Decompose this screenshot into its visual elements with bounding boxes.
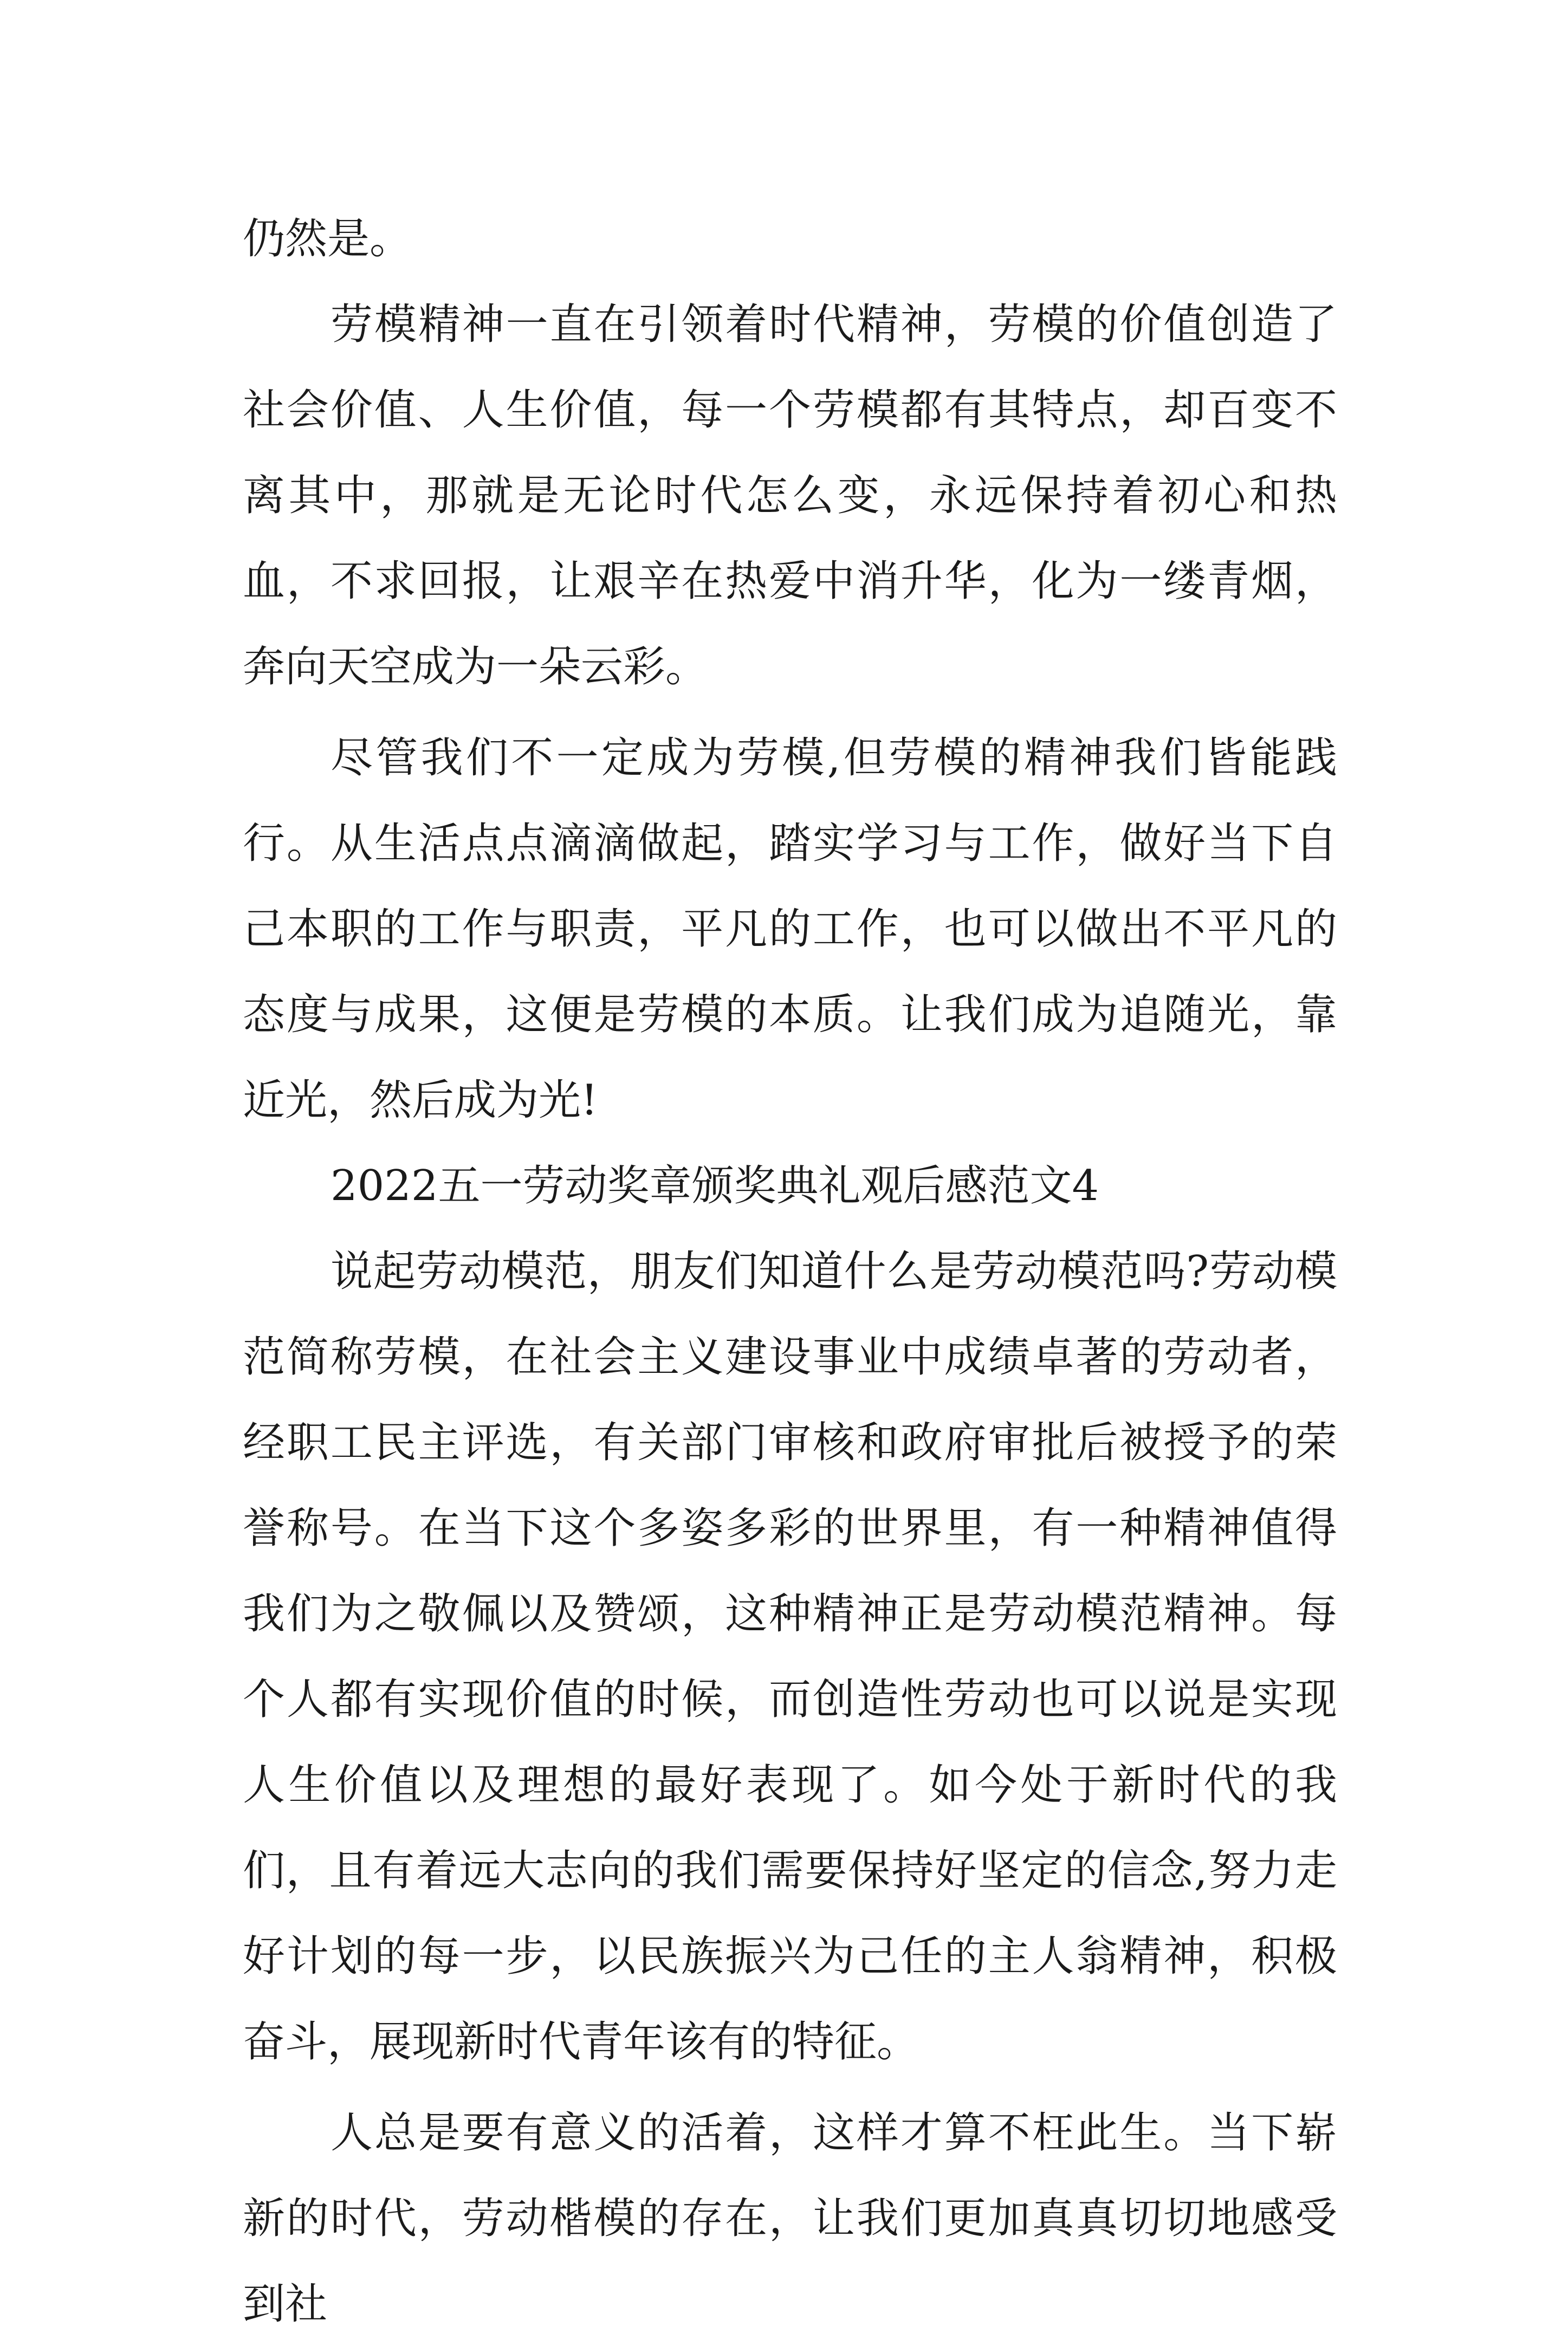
document-body bbox=[243, 196, 1337, 2347]
paragraph-practice-spirit: 尽管我们不一定成为劳模,但劳模的精神我们皆能践行。从生活点点滴滴做起，踏实学习与工作，做好当下自己本职的工作与职责，平凡的工作，也可以做出不平凡的态度与成果，这便是劳模的本质。让我们成为追随光，靠近光，然后成为光! bbox=[243, 734, 1337, 1125]
paragraph-labor-model-definition: 说起劳动模范，朋友们知道什么是劳动模范吗?劳动模范简称劳模，在社会主义建设事业中成绩卓著的劳动者，经职工民主评选，有关部门审核和政府审批后被授予的荣誉称号。在当下这个多姿多彩的世界里，有一种精神值得我们为之敬佩以及赞颂，这种精神正是劳动模范精神。每个人都有实现价值的时候，而创造性劳动也可以说是实现人生价值以及理想的最好表现了。如今处于新时代的我们，且有着远大志向的我们需要保持好坚定的信念,努力走好计划的每一步，以民族振兴为己任的主人翁精神，积极奋斗，展现新时代青年该有的特征。 bbox=[243, 1247, 1337, 2066]
paragraph-meaningful-life: 人总是要有意义的活着，这样才算不枉此生。当下崭新的时代，劳动楷模的存在，让我们更加真真切切地感受到社 bbox=[243, 2109, 1337, 2329]
paragraph-model-spirit: 劳模精神一直在引领着时代精神，劳模的价值创造了社会价值、人生价值，每一个劳模都有其特点，却百变不离其中，那就是无论时代怎么变，永远保持着初心和热血，不求回报，让艰辛在热爱中消升华，化为一缕青烟，奔向天空成为一朵云彩。 bbox=[243, 300, 1337, 691]
paragraph-continuation: 仍然是。 bbox=[243, 215, 412, 263]
section-heading: 2022五一劳动奖章颁奖典礼观后感范文4 bbox=[331, 1162, 1099, 1210]
